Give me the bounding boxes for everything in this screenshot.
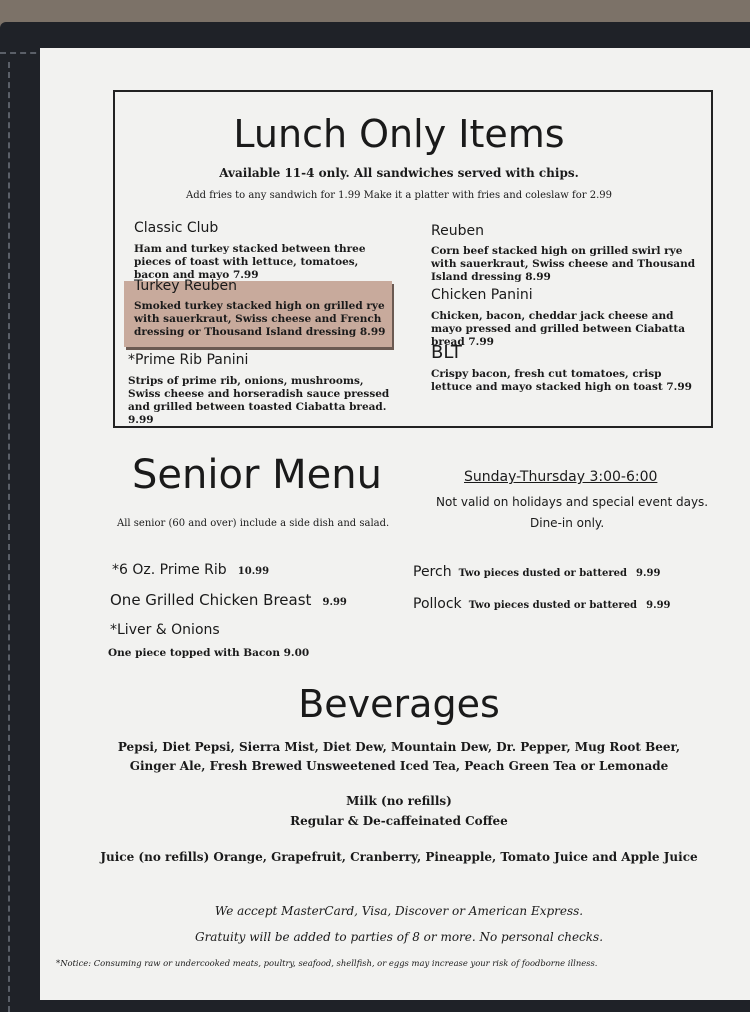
senior-item-name: One Grilled Chicken Breast: [110, 591, 312, 609]
senior-note: All senior (60 and over) include a side dish and salad.: [117, 518, 390, 529]
senior-item-name: *6 Oz. Prime Rib: [112, 562, 227, 578]
footer-gratuity: Gratuity will be added to parties of 8 or more. No personal checks.: [194, 930, 604, 944]
binder-left-stitching: [8, 62, 12, 1012]
footer-notice: *Notice: Consuming raw or undercooked meats, poultry, seafood, shellfish, or eggs may increase your risk of foodborne illness.: [56, 958, 598, 968]
menu-item-desc: Ham and turkey stacked between three pieces of toast with lettuce, tomatoes, bacon and mayo 7.99: [134, 243, 366, 281]
beverages-sodas: Pepsi, Diet Pepsi, Sierra Mist, Diet Dew, Mountain Dew, Dr. Pepper, Mug Root Beer,: [117, 740, 681, 754]
senior-item-name: *Liver & Onions: [110, 622, 220, 638]
senior-item: [110, 590, 347, 609]
menu-item-name: BLT: [431, 342, 462, 363]
senior-item: [413, 561, 660, 580]
senior-item-price: 9.99: [646, 600, 671, 611]
senior-item-desc: Two pieces dusted or battered: [458, 568, 627, 579]
senior-item-price: 10.99: [237, 566, 270, 577]
beverages-juice: Juice (no refills) Orange, Grapefruit, Cranberry, Pineapple, Tomato Juice and Apple Juice: [100, 850, 698, 864]
menu-item-name: Chicken Panini: [431, 287, 533, 303]
menu-page: [40, 48, 750, 1000]
menu-item-desc: Chicken, bacon, cheddar jack cheese and mayo pressed and grilled between Ciabatta bread 7.99: [431, 310, 686, 348]
senior-item: [112, 559, 269, 578]
senior-item-name: Pollock: [413, 596, 462, 612]
footer-payment: We accept MasterCard, Visa, Discover or American Express.: [214, 904, 584, 918]
senior-hours: Sunday-Thursday 3:00-6:00: [464, 469, 658, 485]
beverages-coffee: Regular & De-caffeinated Coffee: [290, 814, 508, 828]
menu-item-desc: Corn beef stacked high on grilled swirl rye with sauerkraut, Swiss cheese and Thousand Island dressing 8.99: [431, 245, 696, 283]
beverages-title: Beverages: [298, 682, 500, 726]
senior-item-price: 9.99: [636, 568, 661, 579]
menu-item-desc: Crispy bacon, fresh cut tomatoes, crisp lettuce and mayo stacked high on toast 7.99: [431, 368, 692, 393]
lunch-title: Lunch Only Items: [233, 112, 565, 156]
senior-item: [413, 593, 671, 612]
menu-item-name: *Prime Rib Panini: [128, 352, 249, 368]
lunch-subtitle: Available 11-4 only. All sandwiches served with chips.: [219, 166, 579, 180]
menu-item-name: Reuben: [431, 223, 484, 239]
menu-item-desc: Strips of prime rib, onions, mushrooms, Swiss cheese and horseradish sauce pressed and grilled between toasted Ciabatta bread. 9.99: [128, 375, 390, 426]
senior-not-valid: Not valid on holidays and special event days.: [436, 495, 709, 509]
beverages-milk: Milk (no refills): [346, 794, 452, 808]
beverages-teas: Ginger Ale, Fresh Brewed Unsweetened Iced Tea, Peach Green Tea or Lemonade: [129, 759, 669, 773]
senior-item-desc: Two pieces dusted or battered: [468, 600, 638, 611]
menu-item-name: Turkey Reuben: [134, 278, 237, 294]
lunch-addon-note: Add fries to any sandwich for 1.99 Make it a platter with fries and coleslaw for 2.99: [186, 190, 612, 201]
menu-item-name: Classic Club: [134, 220, 219, 236]
senior-item-price: 9.99: [322, 597, 347, 608]
menu-item-desc: Smoked turkey stacked high on grilled rye with sauerkraut, Swiss cheese and French dressing or Thousand Island dressing 8.99: [134, 300, 386, 338]
senior-item-desc: One piece topped with Bacon 9.00: [108, 647, 310, 659]
senior-title: Senior Menu: [132, 452, 382, 498]
senior-item-name: Perch: [413, 564, 452, 580]
senior-dine-in: Dine-in only.: [530, 516, 605, 530]
